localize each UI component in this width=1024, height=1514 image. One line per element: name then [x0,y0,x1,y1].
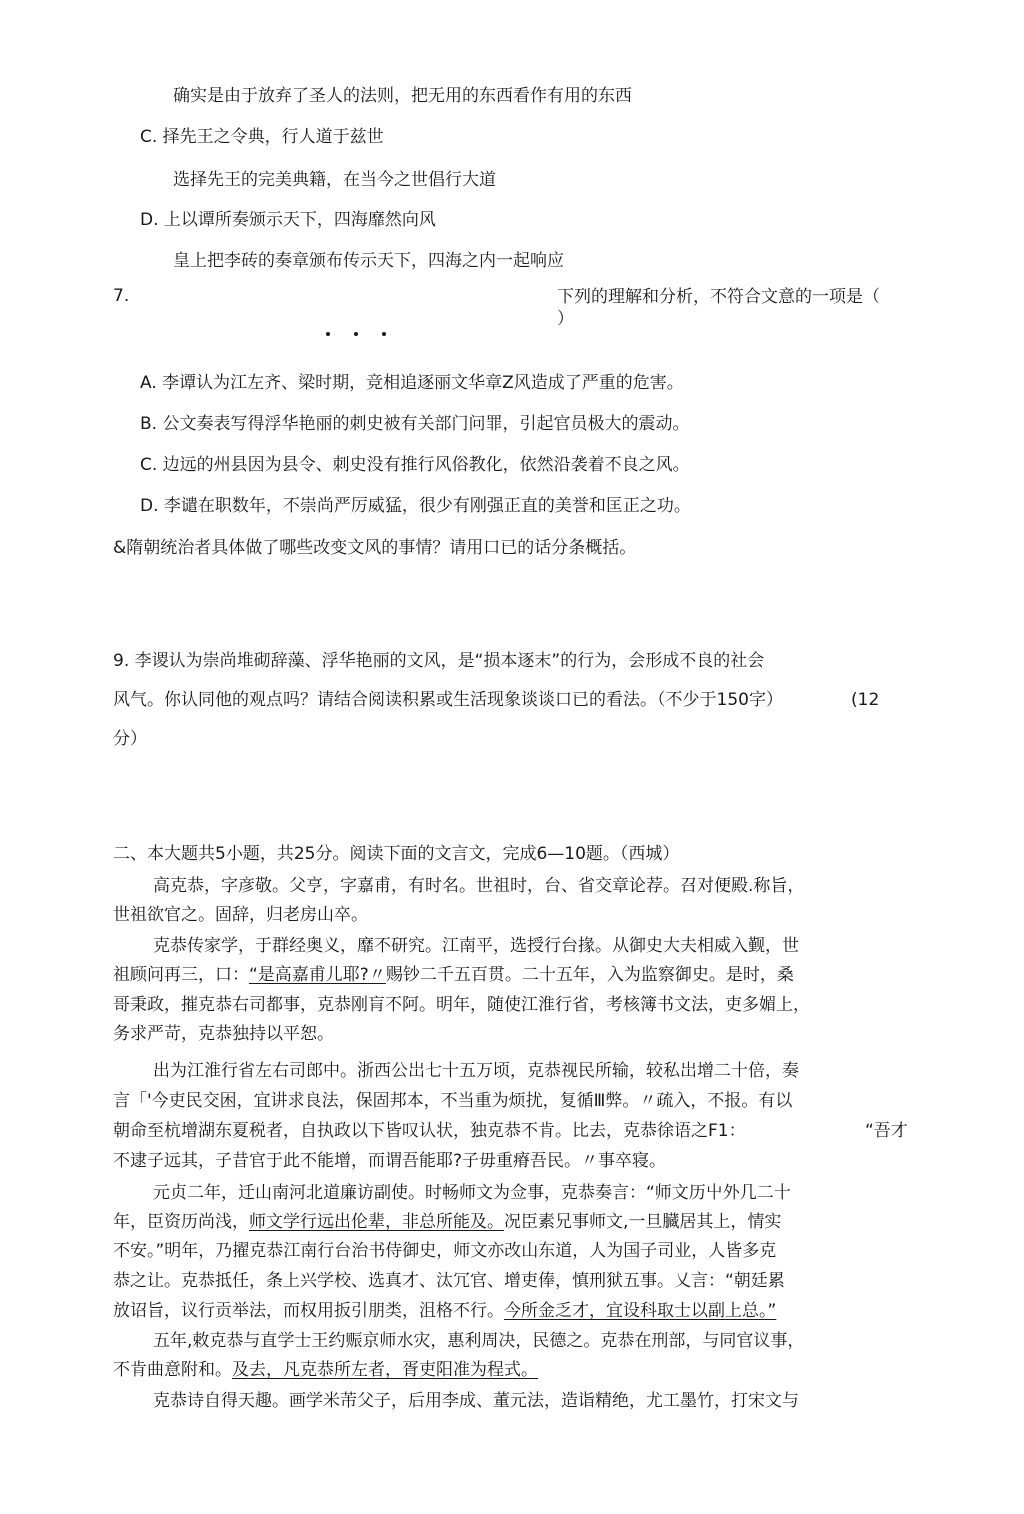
passage-line [113,1300,776,1322]
question-7-option-d: D. 李谴在职数年，不崇尚严厉威猛，很少有刚强正直的美誉和匡正之功。 [140,496,691,516]
passage-line: 高克恭，字彦敬。父亨，字嘉甫，有时名。世祖时，台、省交章论荐。召对便殿.称旨， [153,876,805,896]
text-segment: 赐钞二千五百贯。二十五年，入为监察御史。是时，桑 [385,965,794,985]
option-c-translation: 选择先王的完美典籍，在当今之世倡行大道 [173,170,496,190]
question-7-number: 7. [113,286,130,306]
text-segment: 况臣素兄事师文,一旦臓居其上，情实 [504,1212,782,1232]
passage-line: 世祖欲官之。固辞，归老房山卒。 [113,905,368,925]
passage-line: “吾才 [865,1121,908,1141]
question-7-option-b: B. 公文奏表写得浮华艳丽的刺史被有关部门问罪，引起官员极大的震动。 [140,414,690,434]
text-segment: 放诏旨，议行贡举法，而权用扳引朋类，沮格不行。 [113,1301,504,1321]
option-d: D. 上以谭所奏颁示天下，四海靡然向风 [140,210,436,230]
question-9-score: (12 [851,690,880,710]
text-segment: 不肯曲意附和。 [113,1360,232,1380]
option-d-translation: 皇上把李砖的奏章颁布传示天下，四海之内一起响应 [173,251,564,271]
passage-line: 务求严苛，克恭独持以平恕。 [113,1024,334,1044]
question-7-option-c: C. 边远的州县因为县令、刺史没有推行风俗教化，依然沿袭着不良之风。 [140,455,690,475]
passage-line: 克恭传家学，于群经奥义，靡不研究。江南平，选授行台掾。从御史大夫相威入觐，世 [153,936,799,956]
underlined-quote: “是高嘉甫儿耶?〃 [249,965,386,985]
passage-line: 出为江淮行省左右司郎中。浙西公岀七十五万顷，克恭视民所输，较私岀增二十倍，奏 [153,1061,799,1081]
question-7-stem: 下列的理解和分析，不符合文意的一项是（ [557,287,880,307]
passage-line [113,1359,538,1381]
passage-line: 五年,敕克恭与直学士王约赈京师水灾，惠利周决，民德之。克恭在刑部，与同官议事， [153,1331,805,1351]
passage-line: 不逮子远其，子昔官于此不能增，而谓吾能耶?子毋重瘠吾民。〃事卒寝。 [113,1151,667,1171]
underlined-sentence: 及去，凡克恭所左者，胥吏阳准为程式。 [232,1360,538,1380]
passage-line [113,964,794,986]
passage-line: 哥秉政，摧克恭右司都事，克恭刚肓不阿。明年，随使江淮行省，考核簿书文法，吏多媚上， [113,995,810,1015]
option-c: C. 择先王之令典，行人道于兹世 [140,127,384,147]
passage-line: 言「'今吏民交困，宜讲求良法，保固邦本，不当重为烦扰，复循Ⅲ弊。〃疏入，不报。有以 [113,1091,793,1111]
passage-line: 不安。”明年，乃擢克恭江南行台治书侍御史，师文亦改山东道，人为国子司业，人皆多克 [113,1241,777,1261]
emphasis-dots [326,332,396,342]
text-segment: 祖顾问再三，口： [113,965,249,985]
passage-line: 克恭诗自得天趣。画学米芾父子，后用李成、董元法，造诣精绝，尤工墨竹，打宋文与 [153,1391,799,1411]
passage-line: 元贞二年，迁山南河北道廉访副使。时畅师文为佥事，克恭奏言：“师文历屮外几二十 [153,1183,791,1203]
question-7-option-a: A. 李谭认为江左齐、梁时期，竞相追逐丽文华章Z风造成了严重的危害。 [140,373,684,393]
underlined-sentence: 今所金乏才，宜设科取士以副上总。” [504,1301,777,1321]
passage-line: 朝命至杭增湖东夏税者，自执政以下皆叹认状，独克恭不肯。比去，克恭徐语之F1： [113,1121,746,1141]
passage-line: 恭之让。克恭抵任，条上兴学校、选真才、汰冗官、增吏俸，慎刑狱五事。乂言：“朝廷累 [113,1271,785,1291]
question-8: &隋朝统治者具体做了哪些改变文风的事情？请用口已的话分条概括。 [113,538,637,558]
option-b-translation: 确实是由于放弃了圣人的法则，把无用的东西看作有用的东西 [173,86,632,106]
question-9-line-1: 9. 李谡认为崇尚堆砌辞藻、浮华艳丽的文风，是“损本逐末”的行为，会形成不良的社会 [113,651,765,671]
passage-line [113,1211,781,1233]
section-2-heading: 二、本大题共5小题，共25分。阅读下面的文言文，完成6—10题。（西城） [113,844,680,864]
text-segment: 年，臣资历尚浅， [113,1212,249,1232]
question-9-line-2: 风气。你认同他的观点吗？请结合阅读积累或生活现象谈谈口已的看法。（不少于150字） [113,690,783,710]
question-9-line-3: 分） [113,729,147,749]
underlined-sentence: 师文学行远出伦辈，非总所能及。 [249,1212,504,1232]
question-7-stem-end: ） [557,309,574,329]
